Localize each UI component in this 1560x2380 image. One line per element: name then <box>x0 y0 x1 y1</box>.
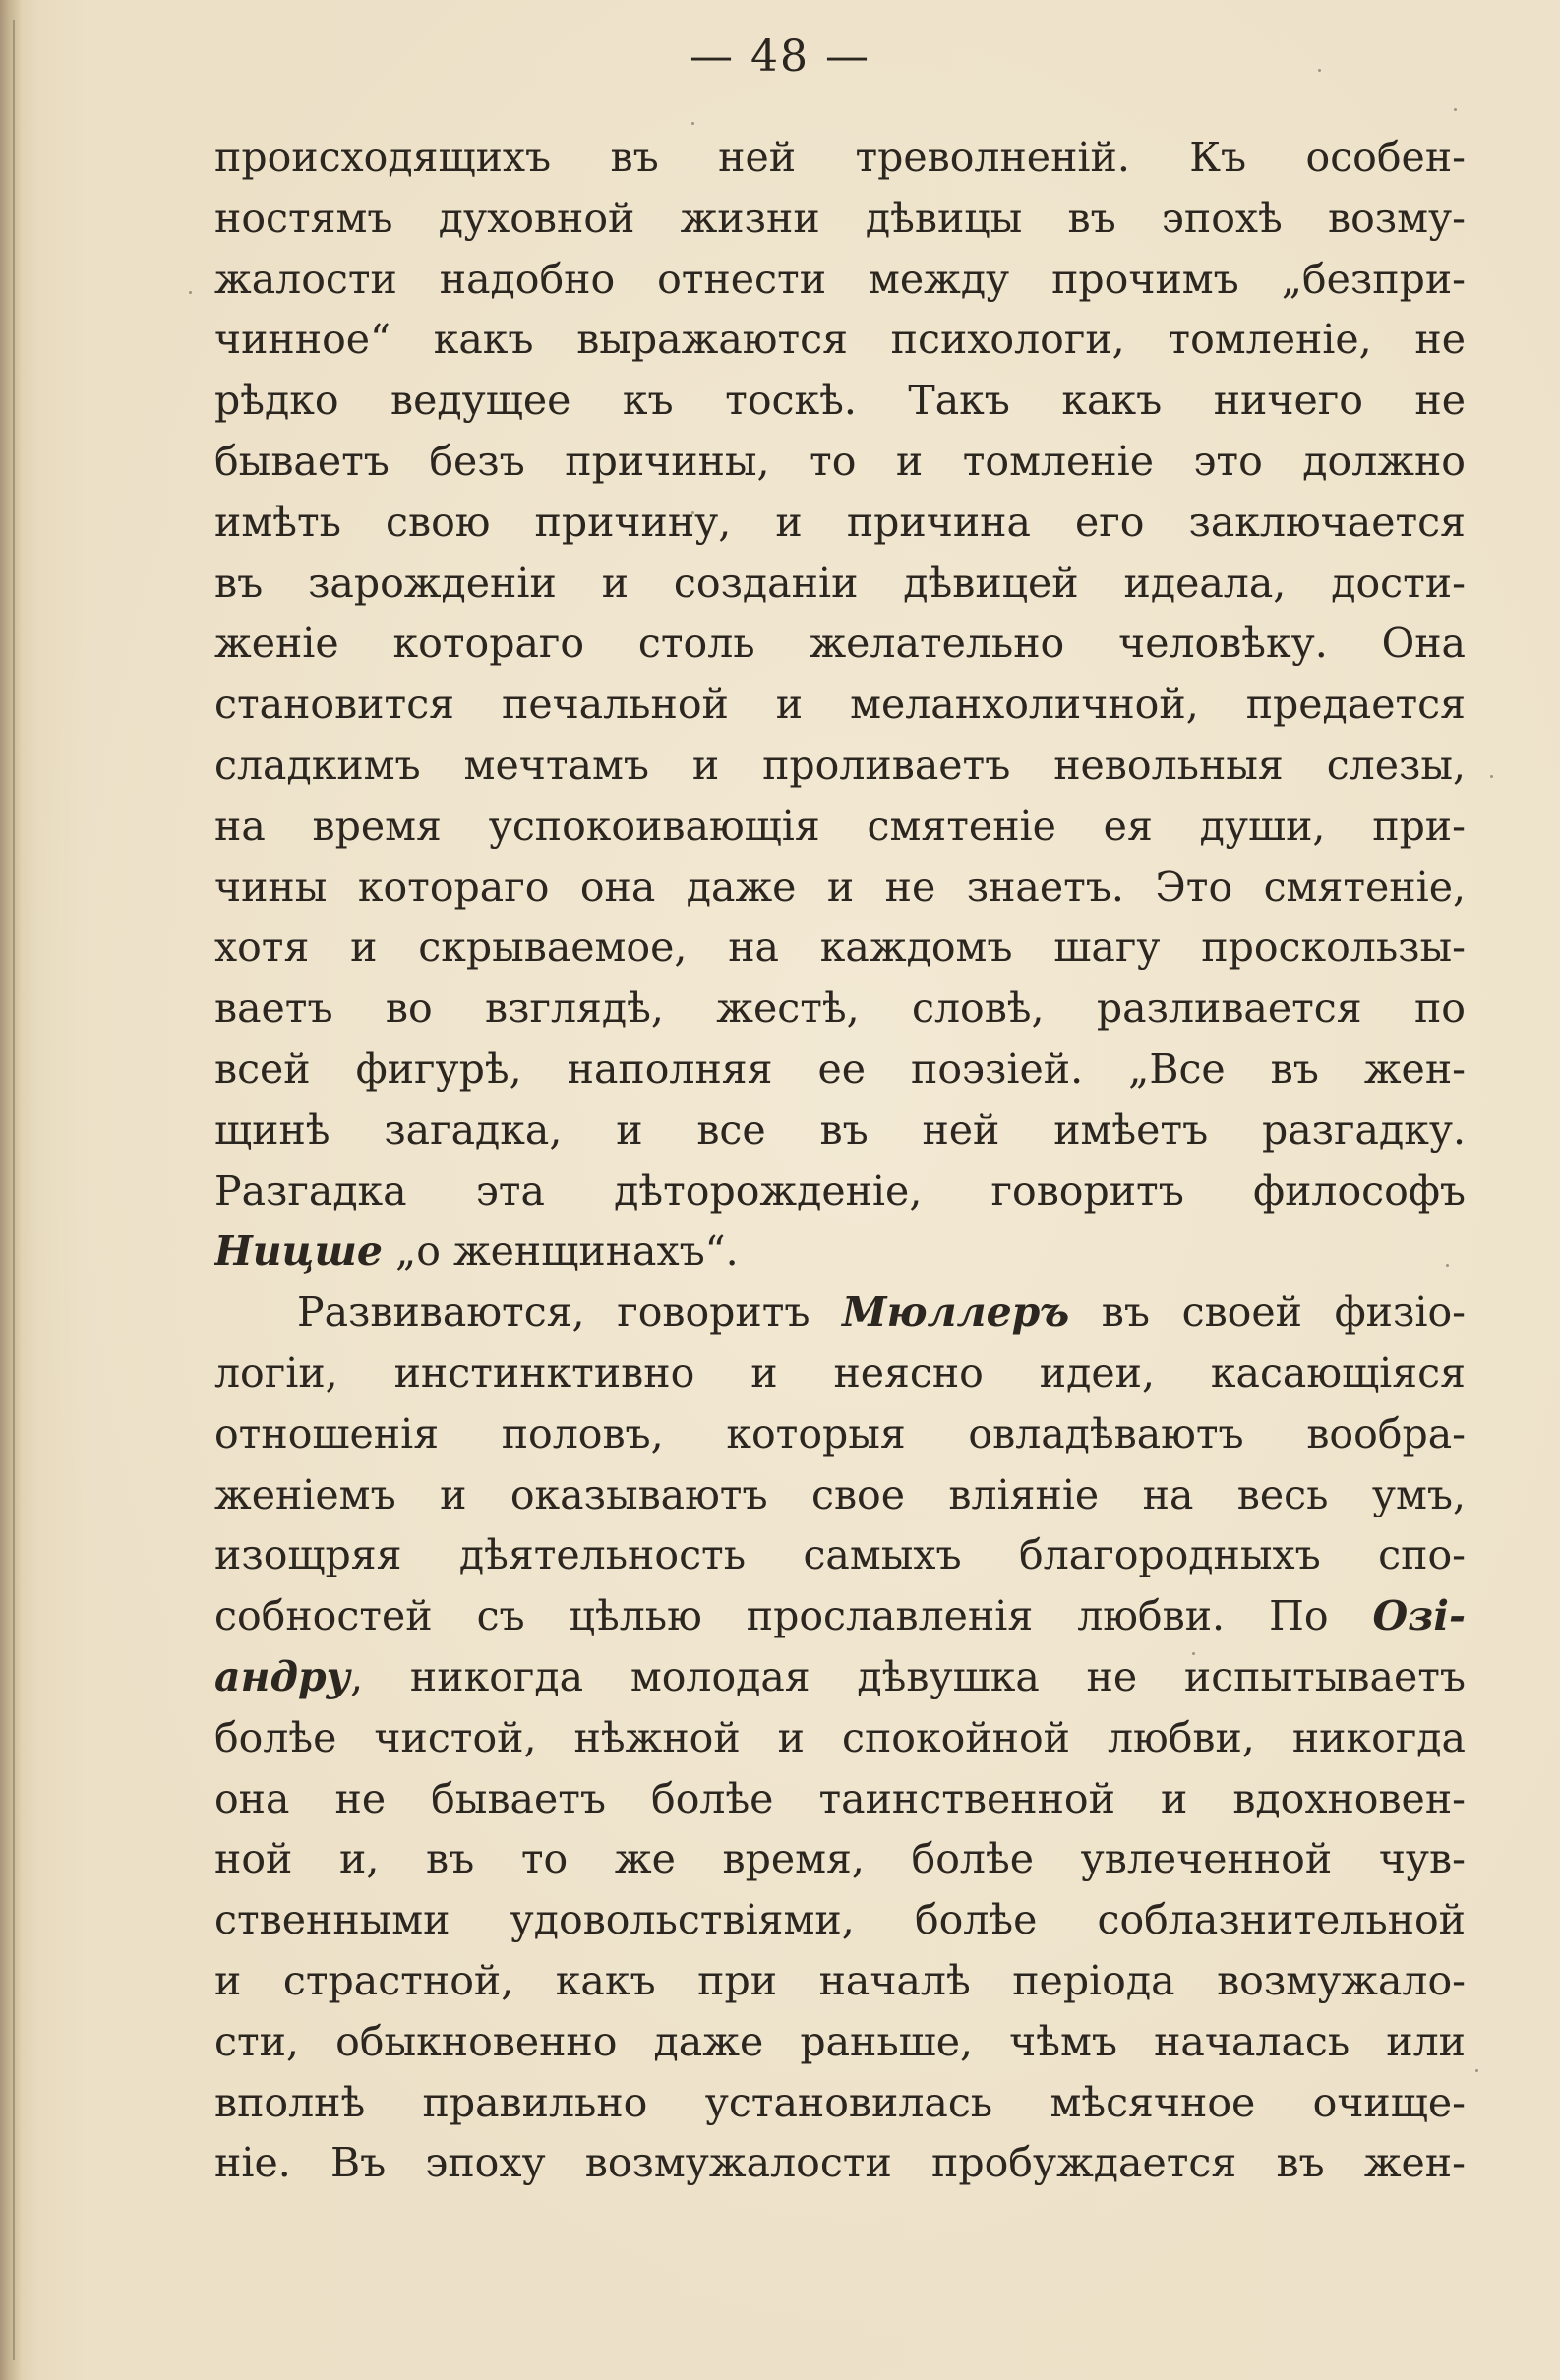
text-line: бываетъ безъ причины, то и томленіе это должно <box>214 437 1466 485</box>
text-segment: въ своей физіо- <box>1069 1288 1466 1337</box>
text-line: имѣть свою причину, и причина его заключается <box>214 498 1466 546</box>
text-segment: Развиваются, говоритъ <box>297 1288 843 1337</box>
paper-speck <box>1192 1652 1195 1655</box>
paper-speck <box>1475 2069 1478 2072</box>
paper-speck <box>1454 108 1457 111</box>
text-line: ственными удовольствіями, болѣе соблазнительной <box>214 1896 1466 1944</box>
text-line: происходящихъ въ ней треволненій. Къ особен- <box>214 134 1466 181</box>
paper-speck <box>691 122 694 125</box>
text-line: и страстной, какъ при началѣ періода возмужало- <box>214 1956 1466 2004</box>
text-line: хотя и скрываемое, на каждомъ шагу проскользы- <box>214 923 1466 972</box>
spine-fold-line <box>13 20 15 2360</box>
paper-speck <box>691 511 694 514</box>
text-line: ностямъ духовной жизни дѣвицы въ эпохѣ возму- <box>214 194 1466 242</box>
text-line: въ зарожденіи и созданіи дѣвицей идеала, дости- <box>214 559 1466 607</box>
paper-speck <box>1446 1264 1449 1267</box>
text-line: сладкимъ мечтамъ и проливаетъ невольныя слезы, <box>214 741 1466 789</box>
text-line: женіемъ и оказываютъ свое вліяніе на весь умъ, <box>214 1470 1466 1518</box>
paper-speck <box>189 291 192 294</box>
author-name: Озі- <box>1372 1592 1466 1640</box>
text-line <box>214 1647 1466 1708</box>
text-segment: , никогда молодая дѣвушка не испытываетъ <box>350 1652 1466 1700</box>
text-line: ной и, въ то же время, болѣе увлеченной чув- <box>214 1835 1466 1883</box>
text-line: она не бываетъ болѣе таинственной и вдохновен- <box>214 1774 1466 1822</box>
text-line: становится печальной и меланхоличной, предается <box>214 681 1466 729</box>
body-text <box>214 128 1466 2194</box>
text-segment: „о женщинахъ“. <box>382 1227 739 1276</box>
text-line: жалости надобно отнести между прочимъ „безпри- <box>214 255 1466 303</box>
text-line: Разгадка эта дѣторожденіе, говоритъ философъ <box>214 1166 1466 1215</box>
text-line: на время успокоивающія смятеніе ея души, при- <box>214 802 1466 850</box>
author-name: андру <box>214 1652 351 1700</box>
paper-speck <box>1490 775 1493 778</box>
paper-speck <box>1318 69 1321 72</box>
text-line <box>214 1282 1466 1343</box>
text-line: логіи, инстинктивно и неясно идеи, касающіяся <box>214 1348 1466 1397</box>
text-line: чинное“ какъ выражаются психологи, томленіе, не <box>214 316 1466 364</box>
text-line: отношенія половъ, которыя овладѣваютъ вообра- <box>214 1409 1466 1458</box>
author-name: Ницше <box>214 1227 383 1276</box>
text-line: чины котораго она даже и не знаетъ. Это смятеніе, <box>214 863 1466 911</box>
text-line: щинѣ загадка, и все въ ней имѣетъ разгадку. <box>214 1105 1466 1154</box>
text-line: ваетъ во взглядѣ, жестѣ, словѣ, разливается по <box>214 984 1466 1033</box>
author-name: Мюллеръ <box>842 1288 1070 1337</box>
text-line: вполнѣ правильно установилась мѣсячное очище- <box>214 2078 1466 2126</box>
text-line: женіе котораго столь желательно человѣку. Она <box>214 620 1466 668</box>
text-segment: собностей съ цѣлью прославленія любви. По <box>214 1592 1373 1640</box>
text-line: болѣе чистой, нѣжной и спокойной любви, никогда <box>214 1713 1466 1761</box>
text-line: ніе. Въ эпоху возмужалости пробуждается въ жен- <box>214 2139 1466 2187</box>
text-line <box>214 1221 1466 1282</box>
page-spine-edge <box>0 0 22 2380</box>
text-line: рѣдко ведущее къ тоскѣ. Такъ какъ ничего не <box>214 377 1466 425</box>
text-line: всей фигурѣ, наполняя ее поэзіей. „Все въ жен- <box>214 1044 1466 1093</box>
text-line <box>214 1586 1466 1647</box>
text-line: сти, обыкновенно даже раньше, чѣмъ началась или <box>214 2017 1466 2065</box>
text-line: изощряя дѣятельность самыхъ благородныхъ спо- <box>214 1531 1466 1579</box>
page-number: — 48 — <box>690 31 870 82</box>
